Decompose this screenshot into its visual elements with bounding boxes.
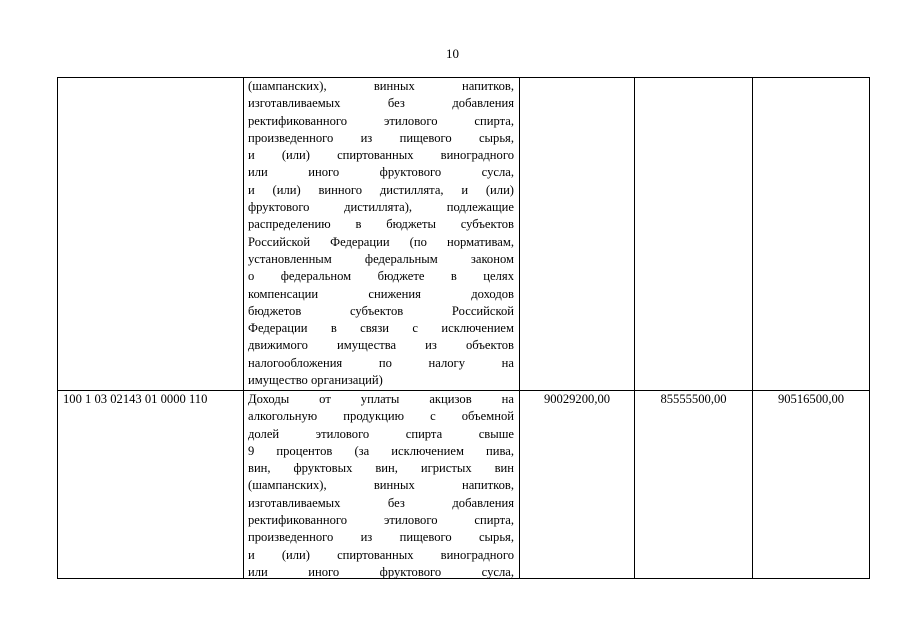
amount-cell — [635, 78, 753, 391]
description-line: бюджетов субъектов Российской — [248, 303, 514, 318]
description-line: компенсации снижения доходов — [248, 286, 514, 301]
description-line: ректификованного этилового спирта, — [248, 513, 514, 528]
description-line: о федеральном бюджете в целях — [248, 269, 514, 284]
description-line: и (или) спиртованных виноградного — [248, 547, 514, 562]
budget-table — [57, 77, 870, 579]
description-line: движимого имущества из объектов — [248, 338, 514, 353]
description-line: распределению в бюджеты субъектов — [248, 217, 514, 232]
description-line: и (или) винного дистиллята, и (или) — [248, 182, 514, 197]
description-line: (шампанских), винных напитков, — [248, 79, 514, 93]
description-line: установленным федеральным законом — [248, 251, 514, 266]
description-line: Доходы от уплаты акцизов на — [248, 392, 514, 406]
description-line: произведенного из пищевого сырья, — [248, 130, 514, 145]
description-line: имущество организаций) — [248, 373, 383, 388]
description-line: долей этилового спирта свыше — [248, 426, 514, 441]
description-cell — [244, 391, 520, 579]
description-cell — [244, 78, 520, 391]
description-line: вин, фруктовых вин, игристых вин — [248, 461, 514, 476]
amount-cell: 85555500,00 — [635, 391, 753, 579]
amount-cell — [753, 78, 870, 391]
description-line: фруктового дистиллята), подлежащие — [248, 200, 514, 215]
description-line: Федерации в связи с исключением — [248, 321, 514, 336]
description-line: (шампанских), винных напитков, — [248, 478, 514, 493]
description-line: ректификованного этилового спирта, — [248, 113, 514, 128]
description-line: алкогольную продукцию с объемной — [248, 409, 514, 424]
table-row — [58, 78, 870, 391]
description-line: налогообложения по налогу на — [248, 355, 514, 370]
description-line: Российской Федерации (по нормативам, — [248, 234, 514, 249]
budget-code-cell — [58, 78, 244, 391]
amount-cell: 90516500,00 — [753, 391, 870, 579]
table-row — [58, 391, 870, 579]
description-line: изготавливаемых без добавления — [248, 96, 514, 111]
description-line: или иного фруктового сусла, — [248, 165, 514, 180]
description-line: изготавливаемых без добавления — [248, 495, 514, 510]
page-number: 10 — [446, 46, 459, 61]
description-line: или иного фруктового сусла, — [248, 564, 514, 578]
description-line: произведенного из пищевого сырья, — [248, 530, 514, 545]
amount-cell — [520, 78, 635, 391]
description-line: 9 процентов (за исключением пива, — [248, 443, 514, 458]
description-line: и (или) спиртованных виноградного — [248, 148, 514, 163]
budget-code-cell: 100 1 03 02143 01 0000 110 — [58, 391, 244, 579]
amount-cell: 90029200,00 — [520, 391, 635, 579]
